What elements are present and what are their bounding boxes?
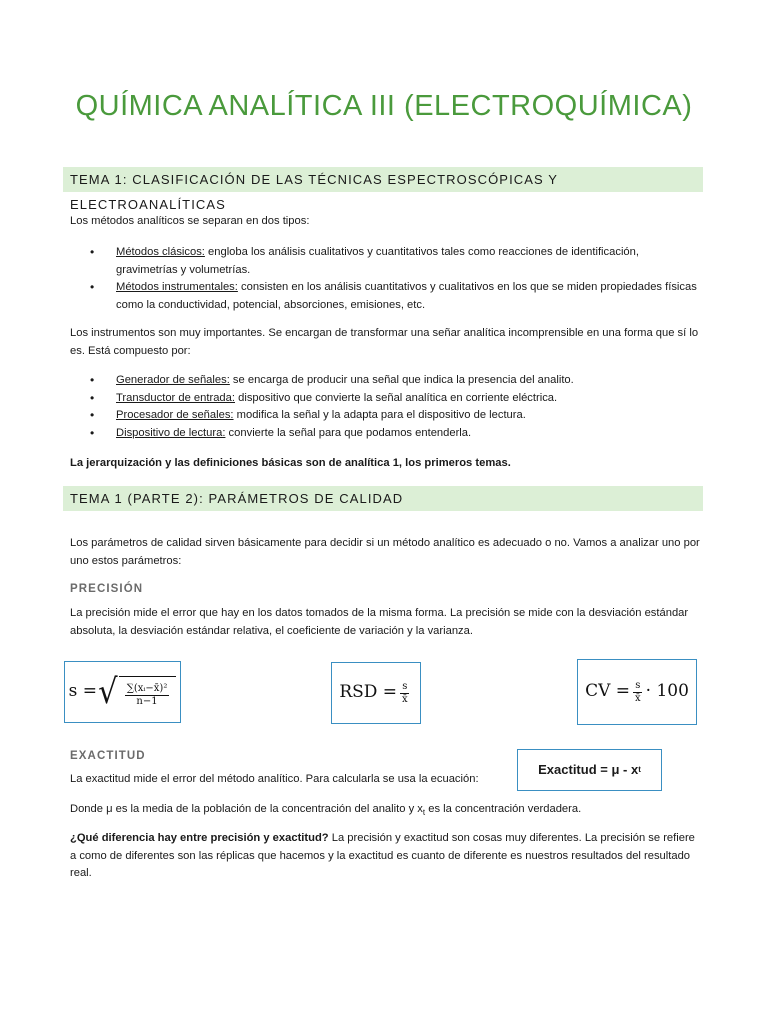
term: Generador de señales: [116, 374, 230, 386]
document-title: QUÍMICA ANALÍTICA III (ELECTROQUÍMICA) [75, 90, 693, 122]
quality-intro-paragraph: Los parámetros de calidad sirven básicamente para decidir si un método analítico es adecuado o no. Vamos a analizar uno por uno estos parámetros: [70, 537, 700, 567]
formula-denominator: n−1 [136, 696, 158, 707]
formula-lhs: RSD = [339, 682, 398, 703]
section-heading-tema1: TEMA 1: CLASIFICACIÓN DE LAS TÉCNICAS ESPECTROSCÓPICAS Y ELECTROANALÍTICAS [63, 167, 703, 192]
formula-lhs: s = [68, 681, 98, 702]
formula-rhs: · 100 [645, 681, 689, 702]
list-item: • Dispositivo de lectura: convierte la señal para que podamos entenderla. [70, 425, 700, 443]
sqrt-expression [97, 672, 176, 712]
components-list [70, 372, 700, 442]
precision-heading: PRECISIÓN [70, 583, 144, 595]
intro-paragraph: Los métodos analíticos se separan en dos tipos: [70, 215, 310, 227]
diferencia-question: ¿Qué diferencia hay entre precisión y exactitud? [70, 832, 329, 844]
list-item: • Métodos clásicos: engloba los análisis cualitativos y cuantitativos tales como reacciones de identificación, gravimetrías y volumetrías. [70, 244, 700, 279]
precision-paragraph: La precisión mide el error que hay en los datos tomados de la misma forma. La precisión se mide con la desviación estándar absoluta, la desviación estándar relativa, el coeficiente de variación y la varianza. [70, 607, 689, 637]
term: Métodos instrumentales: [116, 281, 238, 293]
list-item: • Métodos instrumentales: consisten en los análisis cuantitativos y cualitativos en los que se miden propiedades físicas como la conductividad, potencial, absorciones, emisiones, etc. [70, 279, 700, 314]
diferencia-paragraph: ¿Qué diferencia hay entre precisión y exactitud? La precisión y exactitud son cosas muy diferentes. La precisión se refiere a como de diferentes son las réplicas que hacemos y la exactitud es cuanto de diferente es nuestros resultados del resultado real. [70, 832, 695, 879]
radical-sign: √ [98, 672, 118, 712]
note-paragraph: La jerarquización y las definiciones básicas son de analítica 1, los primeros temas. [70, 457, 511, 469]
formula-lhs: CV = [585, 681, 631, 702]
list-item: • Transductor de entrada: dispositivo que convierte la señal analítica en corriente eléctrica. [70, 390, 700, 408]
formula-std-deviation [64, 661, 181, 723]
term: Métodos clásicos: [116, 246, 205, 258]
donde-paragraph: Donde μ es la media de la población de la concentración del analito y $x_t$ es la concentración verdadera. [70, 803, 582, 818]
exactitud-heading: EXACTITUD [70, 750, 146, 762]
section-heading-tema1-parte2: TEMA 1 (PARTE 2): PARÁMETROS DE CALIDAD [63, 486, 703, 511]
instruments-paragraph: Los instrumentos son muy importantes. Se encargan de transformar una señar analítica incomprensible en una forma que sí lo es. Está compuesto por: [70, 327, 699, 357]
formula-denominator: x̄ [402, 693, 408, 705]
formula-cv [577, 659, 697, 725]
formula-numerator: s [402, 680, 408, 692]
term: Transductor de entrada: [116, 391, 235, 404]
formula-denominator: x̄ [635, 692, 641, 704]
methods-list [70, 244, 700, 314]
exactitud-paragraph: La exactitud mide el error del método analítico. Para calcularla se usa la ecuación: [70, 773, 479, 785]
formula-numerator: ∑(xᵢ−x̄)² [126, 683, 168, 694]
term: Dispositivo de lectura: [116, 426, 226, 439]
formula-rsd [331, 662, 421, 724]
list-item: • Generador de señales: se encarga de producir una señal que indica la presencia del analito. [70, 372, 700, 390]
formula-numerator: s [635, 679, 641, 691]
term: Procesador de señales: [116, 409, 234, 421]
formula-exactitud: Exactitud = μ - x t [517, 749, 662, 791]
list-item: • Procesador de señales: modifica la señal y la adapta para el dispositivo de lectura. [70, 407, 700, 425]
